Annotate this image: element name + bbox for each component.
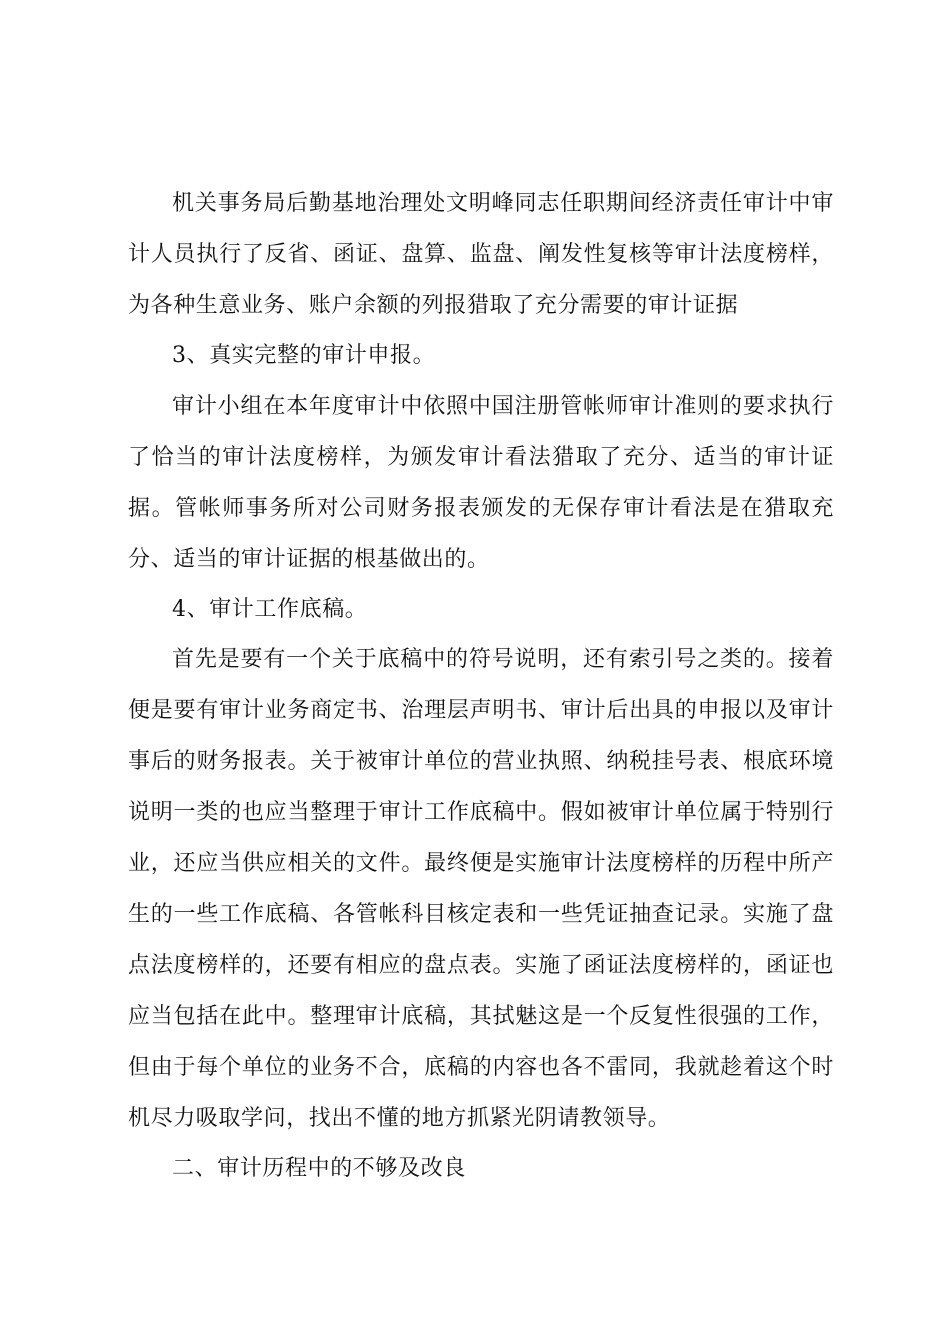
paragraph-audit-procedures: 机关事务局后勤基地治理处文明峰同志任职期间经济责任审计中审计人员执行了反省、函证、盘算、监盘、阐发性复核等审计法度榜样，为各种生意业务、账户余额的列报猎取了充分需要的审计证据 (128, 191, 834, 318)
heading-audit-report: 3、真实完整的审计申报。 (172, 343, 436, 368)
heading-working-papers: 4、审计工作底稿。 (172, 597, 368, 622)
paragraph-working-papers: 首先是要有一个关于底稿中的符号说明，还有索引号之类的。接着便是要有审计业务商定书、治理层声明书、审计后出具的申报以及审计事后的财务报表。关于被审计单位的营业执照、纳税挂号表、根底环境说明一类的也应当整理于审计工作底稿中。假如被审计单位属于特别行业，还应当供应相关的文件。最终便是实施审计法度榜样的历程中所产生的一些工作底稿、各管帐科目核定表和一些凭证抽查记录。实施了盘点法度榜样的，还要有相应的盘点表。实施了函证法度榜样的，函证也应当包括在此中。整理审计底稿，其拭魅这是一个反复性很强的工作，但由于每个单位的业务不合，底稿的内容也各不雷同，我就趁着这个时机尽力吸取学问，找出不懂的地方抓紧光阴请教领导。 (128, 647, 834, 1131)
paragraph-audit-team: 审计小组在本年度审计中依照中国注册管帐师审计准则的要求执行了恰当的审计法度榜样，为颁发审计看法猎取了充分、适当的审计证据。管帐师事务所对公司财务报表颁发的无保存审计看法是在猎取充分、适当的审计证据的根基做出的。 (128, 394, 834, 572)
heading-shortcomings: 二、审计历程中的不够及改良 (172, 1156, 466, 1181)
